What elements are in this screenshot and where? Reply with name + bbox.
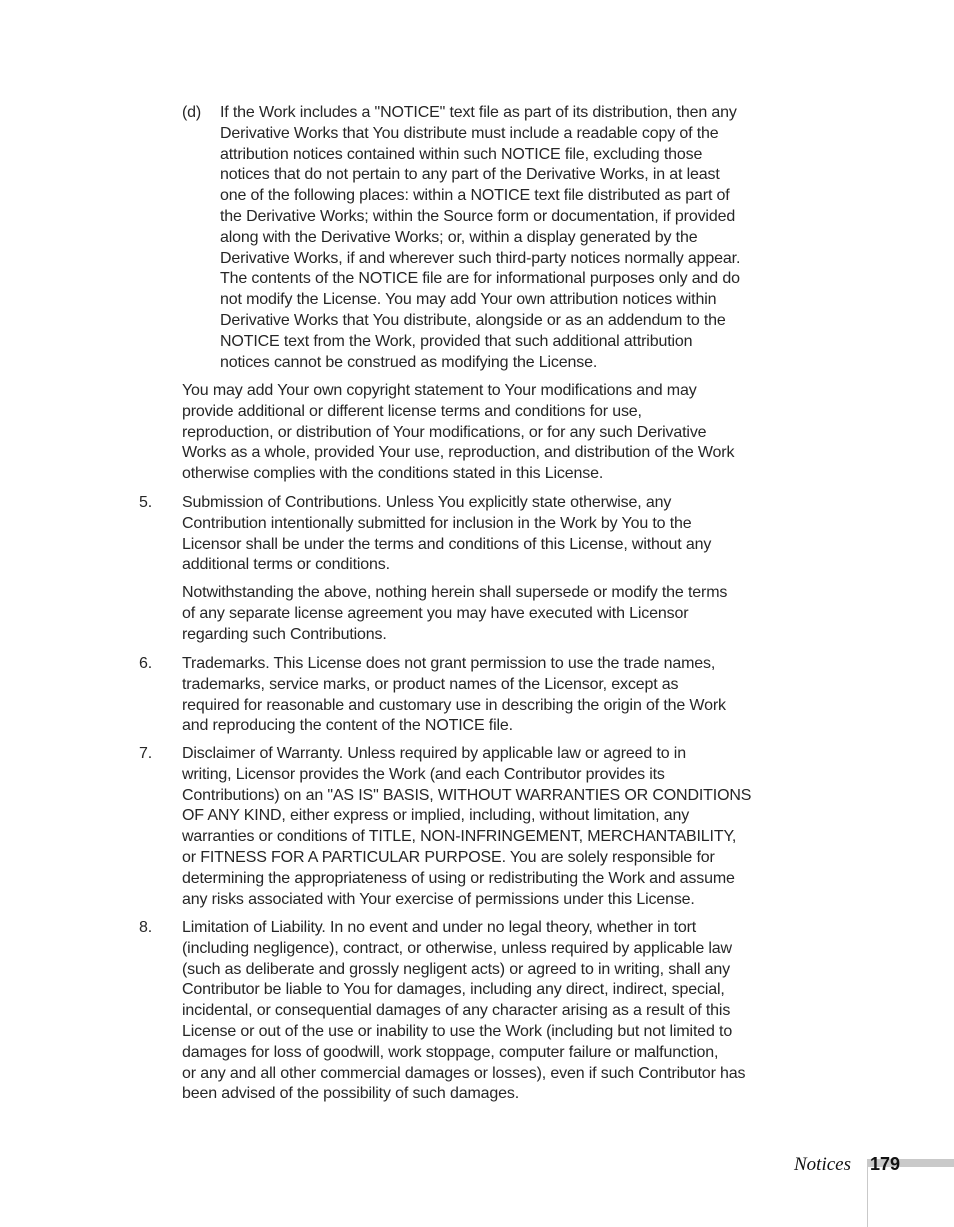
- text-line: Works as a whole, provided Your use, reproduction, and distribution of the Work: [182, 444, 735, 462]
- text-line: attribution notices contained within such NOTICE file, excluding those: [220, 145, 703, 163]
- list-marker: (d): [182, 104, 202, 121]
- footer-rule: [867, 1159, 868, 1227]
- text-line: Notwithstanding the above, nothing herein shall supersede or modify the terms: [182, 584, 728, 601]
- list-marker: 5.: [139, 494, 153, 511]
- text-line: trademarks, service marks, or product names of the Licensor, except as: [182, 675, 679, 693]
- text-line: If the Work includes a "NOTICE" text file as part of its distribution, then any: [220, 104, 737, 121]
- text-line: required for reasonable and customary use in describing the origin of the Work: [182, 696, 726, 714]
- text-line: The contents of the NOTICE file are for informational purposes only and do: [220, 270, 740, 288]
- text-line: of any separate license agreement you may have executed with Licensor: [182, 604, 689, 622]
- list-marker: 6.: [139, 655, 153, 672]
- text-line: damages for loss of goodwill, work stoppage, computer failure or malfunction,: [182, 1043, 719, 1061]
- text-line: regarding such Contributions.: [182, 625, 387, 643]
- list-marker: 8.: [139, 919, 153, 936]
- text-line: incidental, or consequential damages of any character arising as a result of this: [182, 1002, 731, 1020]
- text-line: notices that do not pertain to any part of the Derivative Works, in at least: [220, 166, 720, 184]
- text-line: Contribution intentionally submitted for inclusion in the Work by You to the: [182, 514, 692, 532]
- text-line: Derivative Works that You distribute must include a readable copy of the: [220, 124, 719, 142]
- text-line: Trademarks. This License does not grant permission to use the trade names,: [182, 655, 716, 672]
- text-line: been advised of the possibility of such damages.: [182, 1085, 520, 1103]
- text-line: notices cannot be construed as modifying the License.: [220, 353, 598, 371]
- text-line: Derivative Works, if and wherever such third-party notices normally appear.: [220, 249, 741, 267]
- text-line: Derivative Works that You distribute, alongside or as an addendum to the: [220, 312, 726, 329]
- text-line: the Derivative Works; within the Source form or documentation, if provided: [220, 208, 736, 225]
- text-line: or FITNESS FOR A PARTICULAR PURPOSE. You are solely responsible for: [182, 849, 715, 866]
- footer-section-title: Notices: [794, 1154, 851, 1175]
- text-line: additional terms or conditions.: [182, 556, 390, 574]
- text-line: Contributor be liable to You for damages, including any direct, indirect, special,: [182, 981, 725, 999]
- text-line: Contributions) on an "AS IS" BASIS, WITHOUT WARRANTIES OR CONDITIONS: [182, 786, 752, 804]
- list-marker: 7.: [139, 745, 153, 762]
- text-line: one of the following places: within a NOTICE text file distributed as part of: [220, 187, 730, 205]
- text-line: writing, Licensor provides the Work (and each Contributor provides its: [182, 765, 665, 783]
- text-line: provide additional or different license terms and conditions for use,: [182, 402, 642, 420]
- text-line: any risks associated with Your exercise of permissions under this License.: [182, 890, 695, 908]
- text-line: Disclaimer of Warranty. Unless required by applicable law or agreed to in: [182, 745, 686, 762]
- text-line: License or out of the use or inability to use the Work (including but not limited to: [182, 1023, 733, 1040]
- text-line: determining the appropriateness of using or redistributing the Work and assume: [182, 869, 735, 887]
- text-line: Submission of Contributions. Unless You explicitly state otherwise, any: [182, 494, 672, 511]
- text-line: Licensor shall be under the terms and conditions of this License, without any: [182, 535, 712, 553]
- text-line: Limitation of Liability. In no event and under no legal theory, whether in tort: [182, 919, 697, 936]
- text-line: and reproducing the content of the NOTICE file.: [182, 717, 513, 735]
- text-line: otherwise complies with the conditions stated in this License.: [182, 465, 604, 483]
- text-line: (such as deliberate and grossly negligent acts) or agreed to in writing, shall any: [182, 960, 731, 978]
- text-line: warranties or conditions of TITLE, NON-INFRINGEMENT, MERCHANTABILITY,: [182, 828, 737, 846]
- text-line: (including negligence), contract, or otherwise, unless required by applicable law: [182, 939, 732, 957]
- text-line: reproduction, or distribution of Your modifications, or for any such Derivative: [182, 423, 707, 441]
- text-line: along with the Derivative Works; or, within a display generated by the: [220, 228, 698, 246]
- text-line: NOTICE text from the Work, provided that such additional attribution: [220, 332, 693, 350]
- page-number: 179: [870, 1154, 901, 1174]
- text-line: You may add Your own copyright statement to Your modifications and may: [182, 382, 697, 399]
- text-line: not modify the License. You may add Your own attribution notices within: [220, 291, 717, 309]
- text-line: or any and all other commercial damages or losses), even if such Contributor has: [182, 1064, 746, 1082]
- text-line: OF ANY KIND, either express or implied, including, without limitation, any: [182, 807, 690, 825]
